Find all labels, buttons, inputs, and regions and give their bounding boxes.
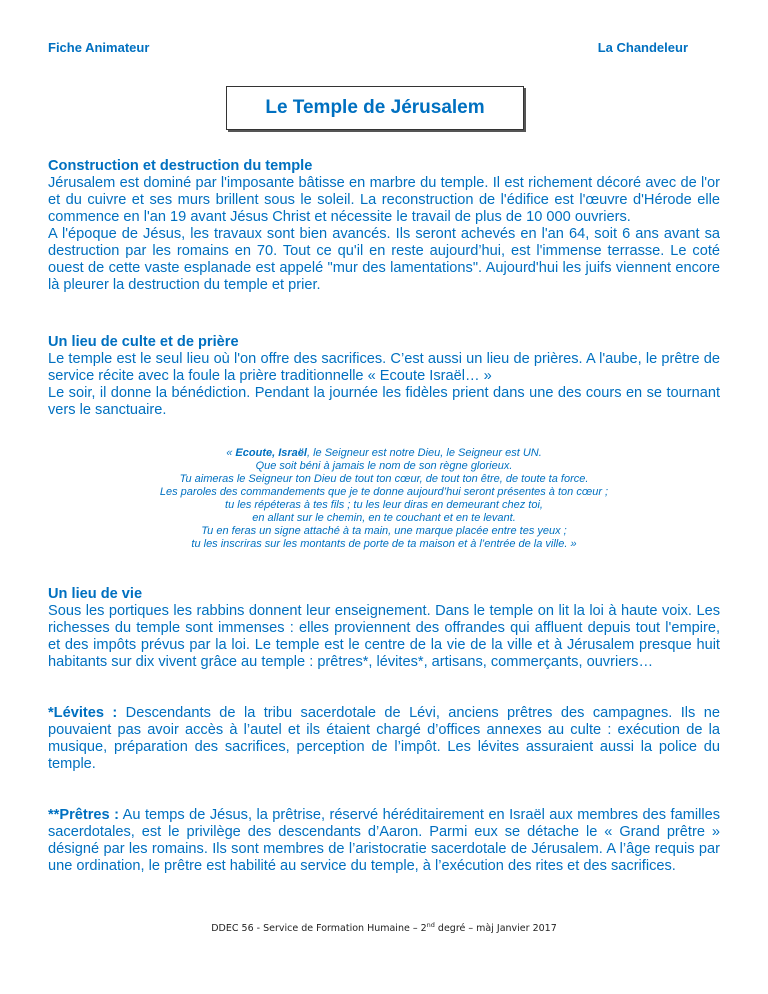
definition-pretres (48, 807, 720, 875)
quote-line (84, 447, 684, 460)
section-construction (48, 158, 720, 294)
quote-line: tu les répéteras à tes fils ; tu les leur diras en demeurant chez toi, (225, 499, 543, 511)
document-body (48, 158, 720, 875)
quote-line: Que soit béni à jamais le nom de son règne glorieux. (255, 460, 513, 472)
paragraph: A l'époque de Jésus, les travaux sont bien avancés. Ils seront achevés en l'an 64, soit 6 ans avant sa destruction par les romains en 70. Tout ce qu'il en reste aujourd’hui, est l'immense terrasse. Le coté ouest de cette vaste esplanade est appelé "mur des lamentations". Aujourd'hui les juifs viennent encore là pleurer la destruction du temple et prier. (48, 226, 720, 293)
definition-levites (48, 705, 720, 773)
quote-first-rest: , le Seigneur est notre Dieu, le Seigneur est UN. (306, 447, 542, 459)
definition-term: *Lévites : (48, 705, 118, 721)
quote-line: Les paroles des commandements que je te donne aujourd’hui seront présentes à ton cœur ; (159, 486, 609, 498)
quote-line: en allant sur le chemin, en te couchant et en te levant. (252, 512, 516, 524)
section-heading: Construction et destruction du temple (48, 158, 313, 174)
header-left-label: Fiche Animateur (48, 40, 150, 55)
definition-text: Descendants de la tribu sacerdotale de Lévi, anciens prêtres des campagnes. Ils ne pouvaient pas avoir accès à l’autel et ils étaient chargé d’offices annexes au culte : exécution de la musique, préparation des sacrifices, perception de l’impôt. Les lévites assuraient aussi la police du temple. (48, 705, 721, 772)
prayer-quote (84, 447, 684, 551)
paragraph: Le temple est le seul lieu où l'on offre des sacrifices. C’est aussi un lieu de prières. A l'aube, le prêtre de service récite avec la foule la prière traditionnelle « Ecoute Israël… » (48, 351, 720, 384)
definition-text: Au temps de Jésus, la prêtrise, réservé héréditairement en Israël aux membres des familles sacerdotales, est le privilège des descendants d’Aaron. Parmi eux se détache le « Grand prêtre » désigné par les romains. Ils sont membres de l’aristocratie sacerdotale de Jérusalem. A l’âge requis par une ordination, le prêtre est habilité au service du temple, à l’exécution des rites et des sacrifices. (48, 807, 720, 874)
paragraph: Le soir, il donne la bénédiction. Pendant la journée les fidèles prient dans une des cours en se tournant vers le sanctuaire. (48, 385, 720, 418)
quote-line: Tu aimeras le Seigneur ton Dieu de tout ton cœur, de tout ton être, de toute ta force. (179, 473, 589, 485)
section-heading: Un lieu de vie (48, 586, 143, 602)
page-footer (0, 921, 768, 934)
section-vie (48, 586, 720, 671)
definition-term: **Prêtres : (48, 807, 119, 823)
paragraph: Sous les portiques les rabbins donnent leur enseignement. Dans le temple on lit la loi à haute voix. Les richesses du temple sont immenses : elles proviennent des offrandes qui affluent depuis tout l'empire, et des impôts prévus par la loi. Le temple est le centre de la vie de la ville et à Jérusalem presque huit habitants sur dix vivent grâce au temple : prêtres*, lévites*, artisans, commerçants, ouvriers… (48, 603, 720, 670)
quote-line: tu les inscriras sur les montants de porte de ta maison et à l’entrée de la ville. » (191, 538, 577, 550)
paragraph: Jérusalem est dominé par l'imposante bâtisse en marbre du temple. Il est richement décoré avec de l'or et du cuivre et ses murs brillent sous le soleil. La reconstruction de l'édifice est l'œuvre d'Hérode elle commence en l'an 19 avant Jésus Christ et nécessite le travail de plus de 10 000 ouvriers. (48, 175, 720, 225)
quote-open: « (226, 447, 236, 459)
section-heading: Un lieu de culte et de prière (48, 334, 239, 350)
quote-line: Tu en feras un signe attaché à ta main, une marque placée entre tes yeux ; (201, 525, 567, 537)
section-culte (48, 334, 720, 419)
footer-before: DDEC 56 - Service de Formation Humaine – 2 (211, 923, 427, 935)
header-right-label: La Chandeleur (597, 40, 688, 55)
quote-strong: Ecoute, Israël (235, 447, 307, 459)
footer-sup: nd (426, 921, 435, 929)
page-title: Le Temple de Jérusalem (226, 86, 524, 130)
footer-after: degré – màj Janvier 2017 (434, 923, 557, 935)
